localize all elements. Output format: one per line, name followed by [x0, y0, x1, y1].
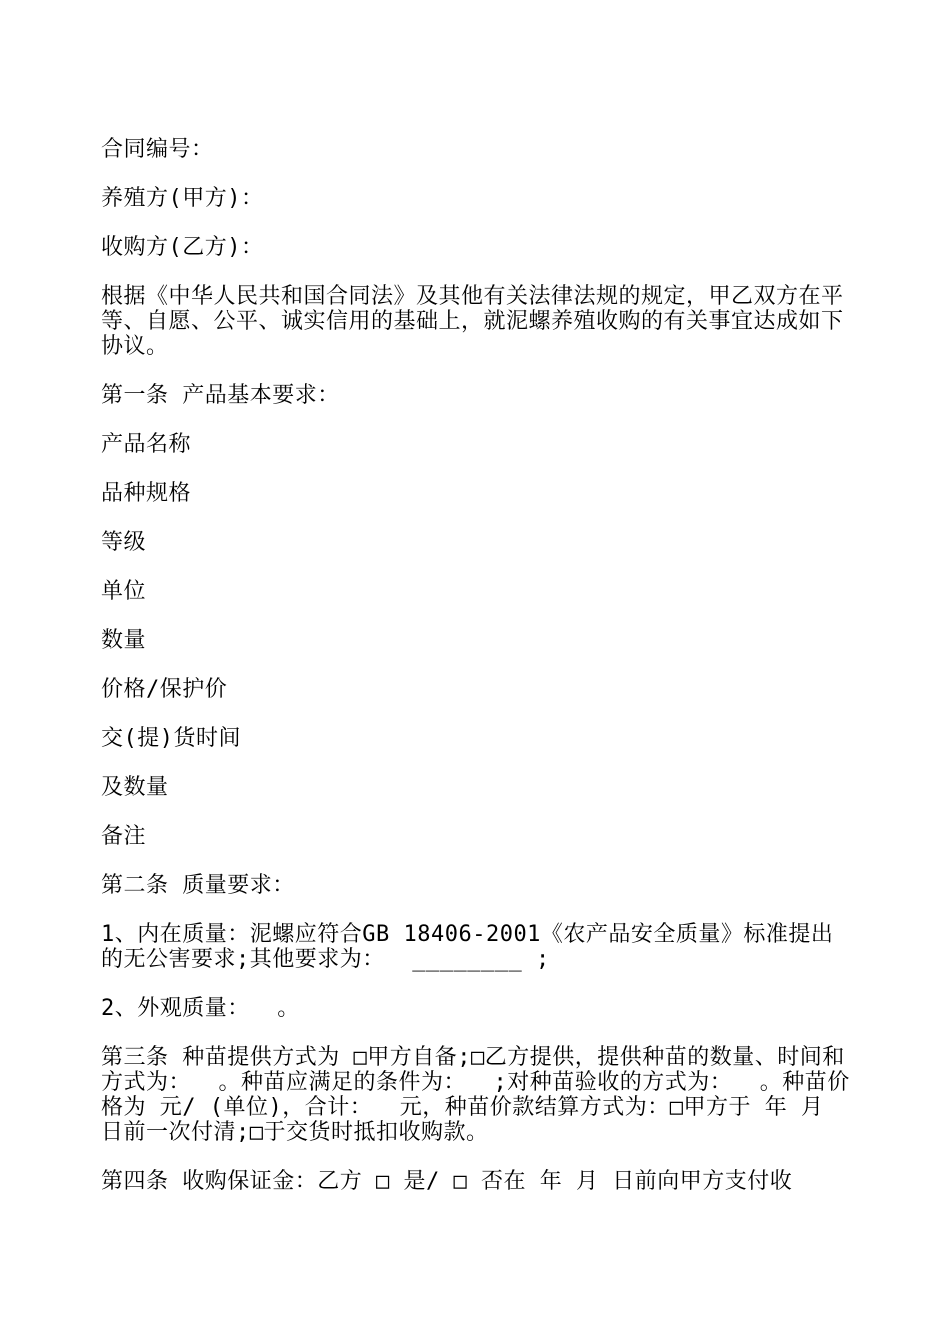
article1-title: 第一条 产品基本要求：	[101, 383, 340, 408]
list-item: 单位	[101, 579, 147, 604]
article3-paragraph: 第三条 种苗提供方式为 □甲方自备;□乙方提供，提供种苗的数量、时间和方式为： 。种苗应满足的条件为： ;对种苗验收的方式为： 。种苗价格为 元/ (单位)，合计： 元，种苗价款结算方式为：□甲方于 年 月 日前一次付清;□于交货时抵扣收购款。	[101, 1045, 850, 1145]
list-item: 备注	[101, 824, 147, 849]
contract-number-label: 合同编号：	[101, 137, 214, 162]
article2-title: 第二条 质量要求：	[101, 873, 295, 898]
list-item: 等级	[101, 530, 147, 555]
list-item: 数量	[101, 628, 147, 653]
list-item: 品种规格	[101, 481, 192, 506]
article2-item1: 1、内在质量：泥螺应符合GB 18406-2001《农产品安全质量》标准提出的无公害要求;其他要求为： ________ ;	[101, 922, 834, 972]
list-item: 及数量	[101, 775, 169, 800]
party-b-label: 收购方(乙方)：	[101, 235, 264, 260]
party-a-label: 养殖方(甲方)：	[101, 186, 264, 211]
article4-paragraph: 第四条 收购保证金：乙方 □ 是/ □ 否在 年 月 日前向甲方支付收	[101, 1169, 793, 1194]
list-item: 价格/保护价	[101, 677, 228, 702]
list-item: 产品名称	[101, 432, 192, 457]
list-item: 交(提)货时间	[101, 726, 241, 751]
article2-item2: 2、外观质量： 。	[101, 996, 300, 1021]
contract-document	[101, 137, 851, 1218]
intro-paragraph: 根据《中华人民共和国合同法》及其他有关法律法规的规定，甲乙双方在平等、自愿、公平、诚实信用的基础上，就泥螺养殖收购的有关事宜达成如下协议。	[101, 284, 844, 359]
